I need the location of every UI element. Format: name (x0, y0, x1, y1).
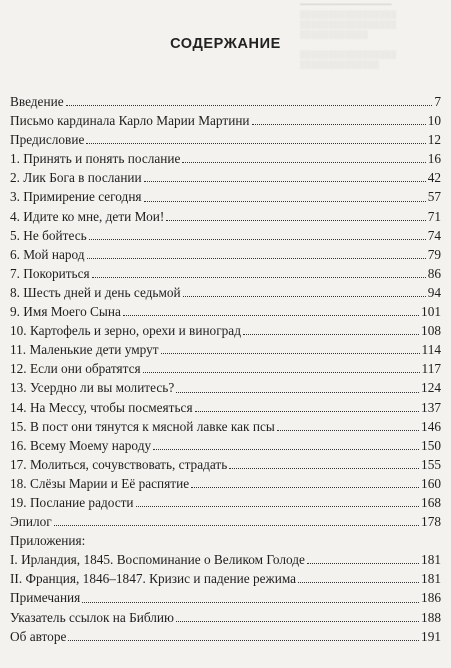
toc-entry (10, 168, 441, 187)
toc-entry-page: 181 (421, 571, 441, 587)
toc-entry (10, 512, 441, 531)
dot-leader (153, 448, 419, 450)
toc-entry-page: 124 (421, 380, 441, 396)
show-through-text: ━━━━━━━━━━━━━━━━━━━ ▒▒▒▒▒▒▒▒▒▒▒▒▒▒▒▒▒ ▒▒▒▒▒▒▒▒▒▒▒▒▒▒▒▒▒ ▒▒▒▒▒▒▒▒▒▒▒▒ ▒▒▒▒▒▒▒▒▒▒▒▒▒▒▒▒▒ ▒▒▒▒▒▒▒▒▒▒▒▒▒▒ (300, 0, 397, 69)
toc-entry (10, 569, 441, 588)
toc-entry-title: 16. Всему Моему народу (10, 437, 152, 453)
toc-entry (10, 417, 441, 436)
toc-entry-title: Указатель ссылок на Библию (10, 609, 174, 625)
toc-entry (10, 474, 441, 493)
toc-entry-page: 57 (427, 189, 441, 205)
toc-entry-page: 137 (421, 399, 441, 415)
toc-entry-title: Введение (10, 94, 64, 109)
dot-leader (144, 200, 426, 202)
toc-entry-title: 10. Картофель и зерно, орехи и виноград (10, 323, 241, 339)
toc-entry (10, 550, 441, 569)
toc-entry-title: 18. Слёзы Марии и Её распятие (10, 475, 190, 491)
toc-entry-page: 86 (427, 265, 441, 281)
dot-leader (123, 314, 419, 316)
toc-entry (10, 187, 441, 206)
dot-leader (136, 505, 419, 507)
toc-entry-title: 6. Мой народ (10, 246, 85, 262)
toc-entry (10, 436, 441, 455)
toc-entry-page: 186 (421, 590, 441, 606)
toc-entry-title: 19. Послание радости (10, 494, 134, 510)
toc-entry (10, 111, 441, 130)
toc-entry-title: Примечания (10, 590, 81, 606)
toc-entry-title: Предисловие (10, 132, 85, 148)
dot-leader (54, 524, 419, 526)
toc-entry-title: Письмо кардинала Карло Марии Мартини (10, 113, 250, 129)
dot-leader (176, 391, 419, 393)
dot-leader (191, 486, 419, 488)
dot-leader (229, 467, 419, 469)
toc-entry-title: 14. На Мессу, чтобы посмеяться (10, 399, 193, 415)
toc-entry-page: 94 (427, 284, 441, 300)
toc-entry (10, 149, 441, 168)
toc-entry-title: 9. Имя Моего Сына (10, 304, 121, 320)
toc-entry-title: 17. Молиться, сочувствовать, страдать (10, 456, 228, 472)
toc-entry-title: 8. Шесть дней и день седьмой (10, 284, 181, 300)
toc-entry-page: 10 (427, 113, 441, 129)
dot-leader (166, 219, 425, 221)
toc-entry-page: 71 (427, 208, 441, 224)
toc-entry (10, 455, 441, 474)
toc-entry-title: 1. Принять и понять послание (10, 151, 181, 167)
toc-entry (10, 378, 441, 397)
toc-entry-page: 12 (427, 132, 441, 148)
toc-entry-page: 101 (421, 304, 441, 320)
toc-entry (10, 226, 441, 245)
toc-entry (10, 245, 441, 264)
toc-entry (10, 493, 441, 512)
dot-leader (161, 352, 420, 354)
dot-leader (86, 142, 425, 144)
toc-entry-page: 181 (421, 552, 441, 568)
toc-entry (10, 130, 441, 149)
toc-entry-title: 4. Идите ко мне, дети Мои! (10, 208, 165, 224)
toc-entry (10, 207, 441, 226)
toc-entry (10, 302, 441, 321)
toc-entry-title: 11. Маленькие дети умрут (10, 342, 159, 358)
page-title: СОДЕРЖАНИЕ (170, 36, 281, 52)
dot-leader (92, 276, 426, 278)
toc-entry (10, 531, 441, 550)
toc-entry (10, 92, 441, 111)
toc-entry (10, 398, 441, 417)
toc-entry-title: I. Ирландия, 1845. Воспоминание о Великом Голоде (10, 552, 305, 568)
toc-entry-page: 155 (421, 456, 441, 472)
dot-leader (298, 581, 419, 583)
table-of-contents (10, 92, 441, 646)
dot-leader (66, 104, 433, 106)
dot-leader (143, 371, 420, 373)
toc-entry-title: 12. Если они обратятся (10, 361, 141, 377)
toc-entry-page: 74 (427, 227, 441, 243)
toc-entry-title: Эпилог (10, 514, 52, 530)
toc-entry-page: 178 (421, 514, 441, 530)
toc-entry (10, 359, 441, 378)
toc-entry-title: 7. Покориться (10, 265, 90, 281)
toc-entry-title: 5. Не бойтесь (10, 227, 87, 243)
toc-entry-title: II. Франция, 1846–1847. Кризис и падение режима (10, 571, 297, 587)
toc-entry-page: 168 (421, 494, 441, 510)
dot-leader (176, 620, 419, 622)
dot-leader (195, 410, 419, 412)
toc-entry-page: 114 (421, 342, 441, 358)
toc-entry-page: 16 (427, 151, 441, 167)
dot-leader (183, 295, 426, 297)
toc-entry-page: 191 (421, 628, 441, 644)
toc-entry-title: Приложения: (10, 533, 86, 549)
dot-leader (87, 257, 426, 259)
toc-entry-page: 42 (427, 170, 441, 186)
toc-entry-page: 7 (434, 94, 441, 109)
toc-entry-title: 13. Усердно ли вы молитесь? (10, 380, 175, 396)
dot-leader (307, 562, 419, 564)
dot-leader (252, 123, 426, 125)
toc-entry (10, 627, 441, 646)
dot-leader (277, 429, 419, 431)
toc-entry-page: 146 (421, 418, 441, 434)
toc-entry-title: 15. В пост они тянутся к мясной лавке как псы (10, 418, 275, 434)
toc-entry-page: 188 (421, 609, 441, 625)
toc-entry-title: Об авторе (10, 628, 67, 644)
toc-entry (10, 264, 441, 283)
dot-leader (68, 639, 419, 641)
dot-leader (182, 161, 425, 163)
toc-entry-page: 160 (421, 475, 441, 491)
toc-entry-page: 79 (427, 246, 441, 262)
dot-leader (144, 180, 426, 182)
toc-entry-page: 150 (421, 437, 441, 453)
toc-entry (10, 340, 441, 359)
toc-entry (10, 608, 441, 627)
toc-entry-page: 108 (421, 323, 441, 339)
toc-entry-title: 2. Лик Бога в послании (10, 170, 142, 186)
toc-entry (10, 588, 441, 607)
toc-entry-title: 3. Примирение сегодня (10, 189, 142, 205)
toc-entry-page: 117 (421, 361, 441, 377)
toc-entry (10, 283, 441, 302)
toc-entry (10, 321, 441, 340)
dot-leader (243, 333, 419, 335)
dot-leader (89, 238, 426, 240)
dot-leader (82, 601, 419, 603)
